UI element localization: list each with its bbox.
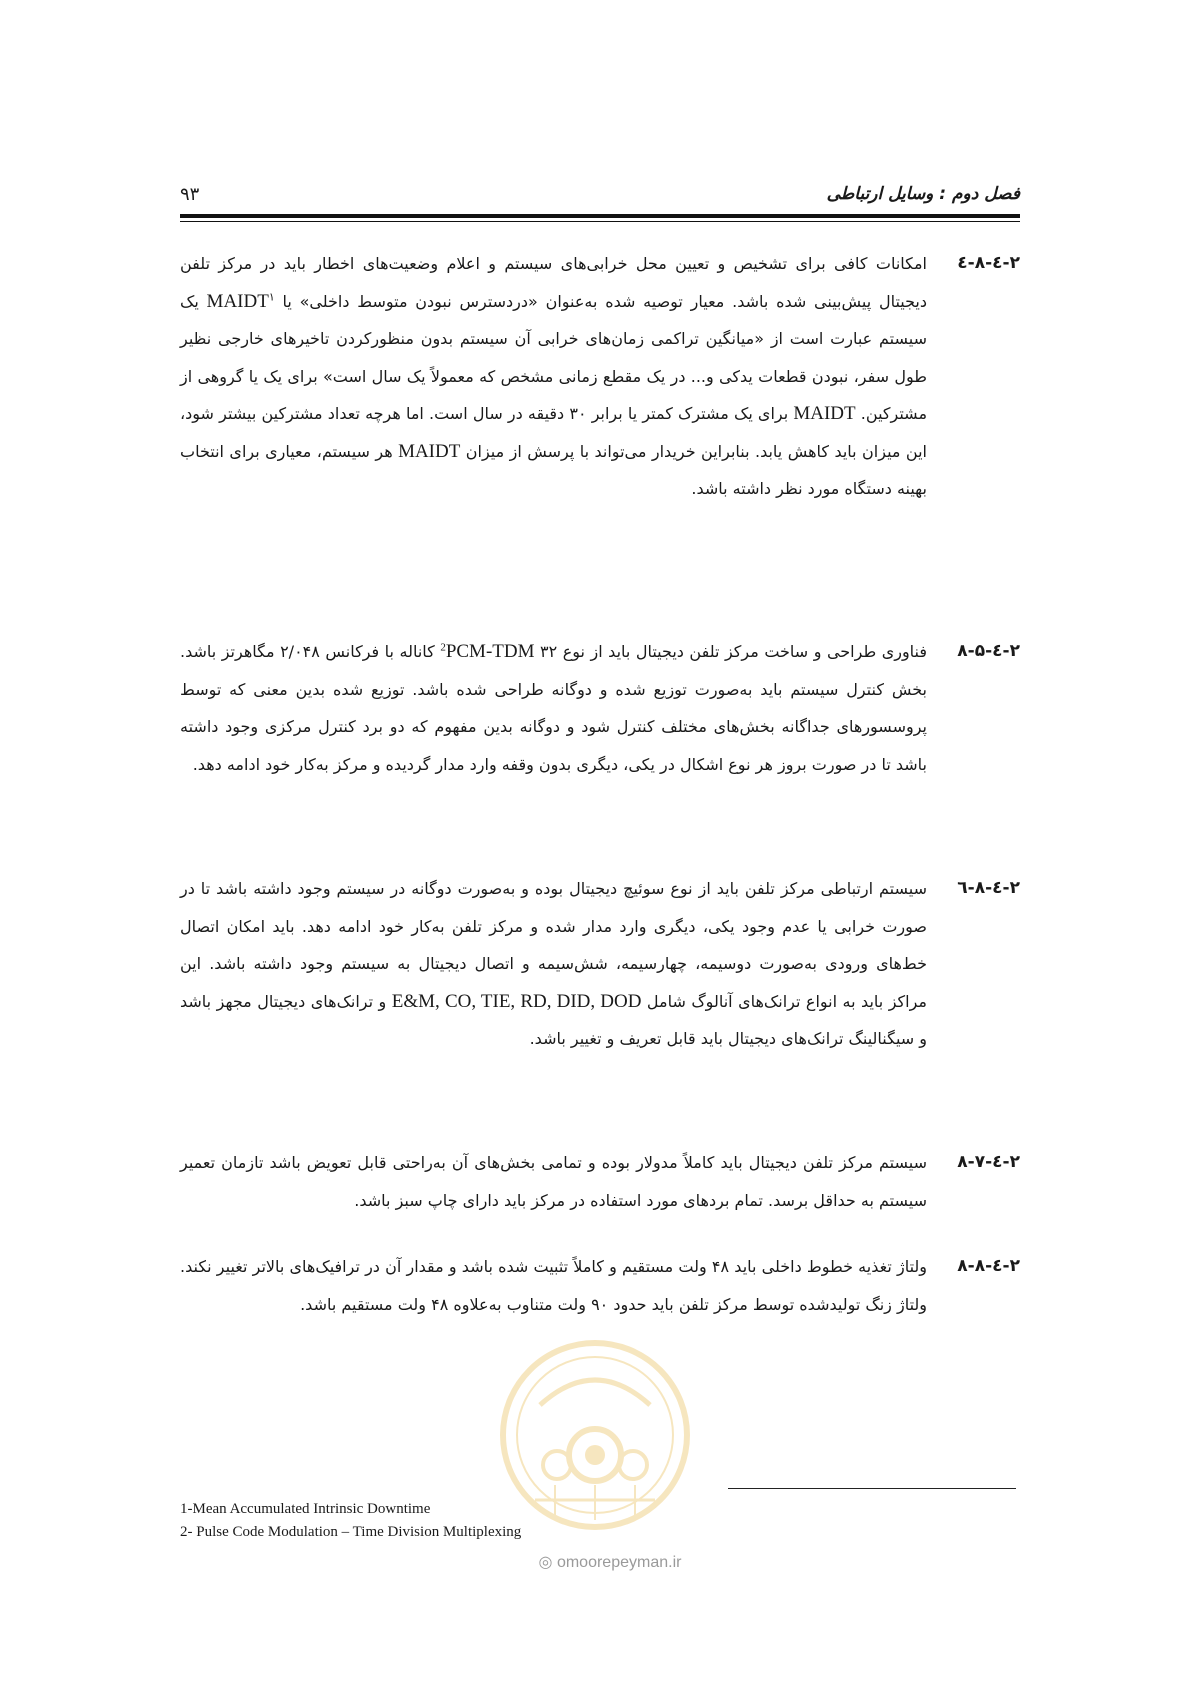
trunk-types: E&M, CO, TIE, RD, DID, DOD	[391, 990, 642, 1012]
footnote-1: 1-Mean Accumulated Intrinsic Downtime	[180, 1501, 431, 1517]
section-2-4-8-5	[180, 633, 1020, 783]
section-2-4-8-7	[180, 1144, 1020, 1219]
section-number: ۲-٤-۸-٦	[957, 878, 1020, 898]
page-number: ۹۳	[180, 184, 200, 205]
section-number: ۲-٤-۸-۸	[957, 1256, 1020, 1276]
footnotes	[180, 1498, 780, 1544]
maidt-term: MAIDT	[793, 403, 856, 424]
maidt-term: MAIDT	[206, 290, 269, 312]
footnote-separator	[728, 1488, 1016, 1489]
section-2-4-8-4	[180, 245, 1020, 508]
watermark-site-text: omoorepeyman.ir	[556, 1554, 682, 1571]
section-number: ۲-٤-۸-٤	[957, 253, 1020, 273]
footnote-2: 2- Pulse Code Modulation – Time Division Multiplexing	[180, 1524, 522, 1540]
pcm-tdm-term: PCM-TDM	[445, 641, 535, 662]
section-text: سیستم مرکز تلفن دیجیتال باید کاملاً مدولار بوده و تمامی بخش‌های آن به‌راحتی قابل تعویض باشد تازمان تعمیر سیستم به حداقل برسد. تمام بردهای مورد استفاده در مرکز باید دارای چاپ سبز باشد.	[180, 1153, 927, 1210]
footnote-ref-2[interactable]: 2	[440, 641, 446, 654]
watermark-site: ◎ omoorepeyman.ir	[538, 1554, 682, 1571]
text-run: هر سیستم، معیاری برای انتخاب بهینه دستگاه مورد نظر داشته باشد.	[180, 441, 927, 498]
header-rule-thin	[180, 221, 1020, 222]
section-2-4-8-8	[180, 1248, 1020, 1323]
text-run: امکانات کافی برای تشخیص و تعیین محل خرابی‌های سیستم و اعلام وضعیت‌های اخطار باید در مرکز تلفن دیجیتال پیش‌بینی شده باشد. معیار توصیه شده به‌عنوان «دردسترس نبودن متوسط داخلی» یا	[180, 254, 928, 311]
section-text: ولتاژ تغذیه خطوط داخلی باید ۴۸ ولت مستقیم و کاملاً تثبیت شده باشد و مقدار آن در ترافیک‌های بالاتر تغییر نکند. ولتاژ زنگ تولیدشده توسط مرکز تلفن باید حدود ۹۰ ولت متناوب به‌علاوه ۴۸ ولت مستقیم باشد.	[180, 1257, 927, 1314]
text-run: فناوری طراحی و ساخت مرکز تلفن دیجیتال باید از نوع	[557, 642, 928, 661]
header-rule-thick	[180, 214, 1020, 218]
section-2-4-8-6	[180, 870, 1020, 1058]
maidt-term: MAIDT	[398, 440, 461, 462]
text-run: سیستم ارتباطی مرکز تلفن باید از نوع سوئیچ دیجیتال بوده و به‌صورت دوگانه در سیستم وجود داشته باشد تا در صورت خرابی یا عدم وجود یکی، دیگری وارد مدار شده و مرکز تلفن به‌کار خود ادامه دهد. باید امکان اتصال خط‌های ورودی به‌صورت دوسیمه، چهارسیمه، شش‌سیمه و اتصال دیجیتال به سیستم وجود داشته باشد. این مراکز باید به انواع ترانک‌های آنالوگ شامل	[180, 879, 927, 1011]
text-run: برای یک مشترک کمتر یا برابر ۳۰ دقیقه در سال است. اما هرچه تعداد مشترکین بیشتر شود، این میزان باید کاهش یابد. بنابراین خریدار می‌تواند با پرسش از میزان	[180, 404, 927, 461]
section-number: ۲-٤-۸-۵	[957, 641, 1020, 661]
section-text	[180, 633, 927, 783]
text-run: و ترانک‌های دیجیتال مجهز باشد و سیگنالینگ ترانک‌های دیجیتال باید قابل تعریف و تغییر باشد.	[180, 991, 927, 1048]
section-number: ۲-٤-۸-۷	[957, 1152, 1020, 1172]
section-text	[180, 245, 927, 508]
chapter-title: فصل دوم : وسایل ارتباطی	[826, 184, 1020, 204]
text-run: ۳۲ کاناله با فرکانس ۲/۰۴۸ مگاهرتز باشد. بخش کنترل سیستم باید به‌صورت توزیع شده و دوگانه طراحی شده باشد. توزیع شده بدین معنی که توسط پروسسورهای جداگانه بخش‌های مختلف کنترل شود و دوگانه بدین مفهوم که دو برد کنترل مرکزی وجود داشته باشد تا در صورت بروز هر نوع اشکال در یکی، دیگری بدون وقفه وارد مدار گردیده و مرکز به‌کار خود ادامه دهد.	[180, 642, 927, 774]
section-text	[180, 870, 927, 1058]
text-run: یک سیستم عبارت است از «میانگین تراکمی زمان‌های خرابی آن سیستم بدون منظورکردن تاخیرهای خارجی نظیر طول سفر، نبودن قطعات یدکی و... در یک مقطع زمانی مشخص که معمولاً یک سال است» برای یک یا گروهی از مشترکین.	[180, 291, 928, 423]
footnote-ref-1[interactable]: ۱	[268, 291, 275, 304]
